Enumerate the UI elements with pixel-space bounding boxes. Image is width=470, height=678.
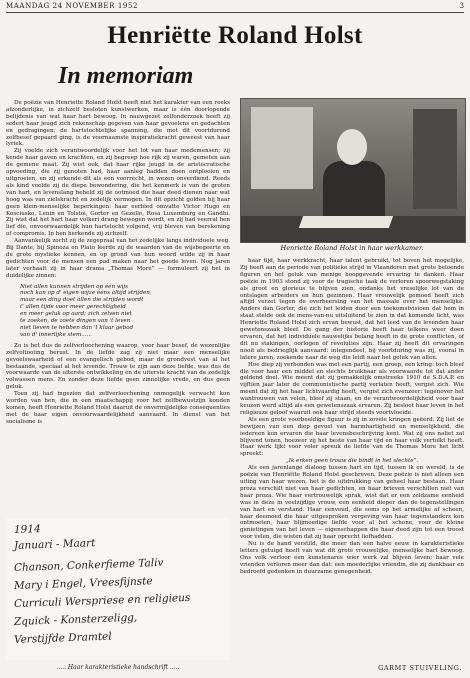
right-column-text [240, 258, 464, 658]
photo-window [251, 107, 313, 189]
paragraph: Als een jarenlange dialoog tussen hart en tijd, tussen ik en wereld, is de poëzie van Henriëtte Roland Holst geschreven. Deze poëzie is niet alleen een uiting van haar wezen, het is de uitdrukking van geheel haar bestaan. Haar proza verschilt niet van haar gedichten, en haar brieven verschillen niet van haar proza. Wie haar vertrouwelijk sprak, wist dat er een zeldzame eenheid was in deze in veelzijdige vrouw, een eenheid dieper dan de tegenstellingen van hart en verstand. Haar eenvoud, die soms op het armelijke af scheen, haar deemoed die haar uitgesproken vergeving van haar tegenstanders kon ontmoeten, haar blijmoedige liefde voor al het schone, voor de kleine genietingen van het leven — eigenschappen die haar deed zijn tot een troost voor velen, die wisten dat zij haar oprecht liefhadden. [240, 465, 464, 541]
handwritten-line: Zquick - Konsterzeligg, [13, 611, 138, 628]
article-headline: Henriëtte Roland Holst [107, 22, 363, 49]
paragraph: Nu is de hand verstild, die meer dan een halve eeuw in karakteristieke letters getuigd heeft van wat dit grote vrouwelijke, menselijke hart bewoog. Ons volk verloor een kunstenares wier werk zal blijven leven; haar vele vrienden verloren meer dan dat: een moederlijke vriendin, die zij dankbaar en bedroefd gedenken in duurzame genegenheid. [240, 541, 464, 575]
poem-line: te zoeken, de zoete dingen van 't leven [20, 318, 131, 325]
poem-line: t' allen tijde voor meer gerechtigheid [20, 304, 126, 311]
article-subheadline: In memoriam [58, 63, 194, 89]
portrait-photo [240, 98, 466, 243]
paragraph: haar tijd, haar werkkracht, haar talent gebruikt, tot boven het mogelijke. Zij heeft aan de periode van politieke strijd in Vlaanderen met grote beloende figuren en het geluk van menige hoopgevende ervaring te danken. Haar poëzie in 1903 stond zij voor de tragische taak de verloren spoorwegstaking als groot en glorieus te blijven zien, ondanks het vreselijke lot van de ontslagen arbeiders en hun gezinnen. Haar vrouwelijk gemoed heeft zich altijd verzet tegen de overheersing van het massale over het menselijke. Anders dan Gorter, die zich het leiden door een toekomstvisioen dat hem in staat stelde ook de mens-van-nu uitsluitend te zien in dat komende licht, was Henriette Roland Holst zich ervan bewust, dat het leed van de levenden haar gewetenszaak bleef. De gang der historie heeft haar telkens weer doen ervaren, dat het individuele nauwelijks belang heeft in de grote conflicten, of dit nu stakingen, oorlogen of revoluties zijn. Haar zij heeft dit ervaringen nooit als bedrieglijk aanvaard: integendeel, bij voortduring was zij, vooral in latere jaren, zoekende naar de weg die leidt naar het geluk van allen. [240, 258, 464, 361]
handwritten-line: Januari - Maart [13, 537, 96, 552]
photo-person-head [337, 129, 367, 165]
poem-quote [20, 284, 230, 339]
handwritten-line: Chanson, Conkerfieme Taliv [13, 556, 164, 574]
dateline: MAANDAG 24 NOVEMBER 1952 [6, 2, 139, 10]
handwritten-line: Curriculi Werspriese en religieus [13, 591, 191, 610]
paragraph: „Ik erken geen trouw die bindt in het slechte”. [285, 458, 419, 465]
paragraph: Zo is het dus de zelfverloochening waarop, voor haar besef, de wezenlijke zelfvoltooiing berust. In de liefde zag zij niet maar een menselijke gevoelswaarheid of een evangelisch gebod, maar de grondvest van al het bestaande, speciaal al het levende. Trouw te zijn aan deze liefde, was dus de voorwaarde van de uiterste ontwikkeling en de uiterste kracht van de zedelijk volwassen mens. En zonder deze liefde geen zinnelijke vrede, en dus geen geluk. [6, 342, 230, 391]
poem-line: van d' innerlijke stem...... [20, 331, 92, 338]
handwriting-sample [6, 518, 230, 660]
paragraph: Aanvankelijk zocht zij de zegepraal van het zedelijke langs individuele weg. Bij Dante, bij Spinoza en Plato leerde zij de waarden van de wijsbegeerte en de grote mystieke kennen, en op grond van hun woord wilde zij in haar gedichten voor de mensen een pad maken naar het goede leven. Nog jaren later verhaalt zij in haar drama „Thomas More” — formuleert zij het in duidelijke zinnen: [6, 238, 230, 279]
poem-line: noch kan op d' eigen wijze ééns altijd strijden, [20, 290, 152, 297]
handwritten-line: Mary i Engel, Vreesfijnste [13, 575, 153, 592]
paragraph: Als een grote voorbeeldige figuur is zij in zovele kringen geëerd. Zij liet de bewijzen van een diep gevoel van barmhartigheid en menselijkheid, die iedereen kon ervaren die haar levensbeschrijving kent. Wat zij ons naliet zal blijvend tonen, hoezeer zij het beste van haar tijd en haar volk vertolkt heeft. Haar werk lijkt voor veler spreuk de liefde van de Thomas More het licht spreekt: [240, 416, 464, 458]
page-number: 3 [459, 2, 464, 10]
photo-person-body [323, 161, 385, 221]
paragraph: Toen zij had ingezien dat zelfverloochening onmogelijk verwacht kon worden van hen, die in een maatschappij voor het zelfbewustzijn konden komen, heeft Henriette Roland Holst daaruit de onvermijdelijke consequenties met de haar eigen onvoorwaardelijkheid aanvaard. In dienst van het socialisme is [6, 391, 230, 425]
left-column-text [6, 100, 230, 515]
author-signature: GARMT STUIVELING. [378, 664, 462, 672]
paragraph: De poëzie van Henriette Roland Holst heeft niet het karakter van een reeks afzonderlijke, in zichzelf besloten kunstwerken, maar is één doorlopende belijdenis van wat haar hart bewoog. In nauwgezet zelfonderzoek heeft zij sedert haar jeugd zich rekenschap gegeven van haar gevoelens en gedachten en gedragingen; de hartstochtelijke spanning, die met dit voortdurend zelfbesef gepaard ging, is de voornaamste inspiratiekracht geweest van haar lyriek. [6, 100, 230, 148]
paragraph: Zij voelde zich verantwoordelijk voor het lot van haar medemensen; zij kende haar gaven en krachten, en zij begreep hoe rijk zij waren, gemeten aan de gemene maat. Zij wist ook, dat haar rijke jeugd in de aristocratische opvoeding, die zij genoten had, haar aanleg hadden doen ontplooien en uitgroeien, en zij erkende dit als een voorrecht, in wezen onverdiend. Reeds als kind voelde zij de diepe bewondering, die het kenmerk is van de groten van hart, en levenslang beheld zij de ootmoed die haar deed dienen naar wat hoog was van zielskracht en zedelijk vermogen. In dit opzicht golden bij haar geen klein-menselijke beperkingen: haar eerbied omvatte Victor Hugo en Kosciusko, Lenin en Tolstoi, Gorter en Gezelle, Rosa Luxemburg en Gandhi. Zij wist dat het hart haar volkeri drang bewogen wordt, en zij had veerral hen lief die, onvoorwaardelijk hun hartstocht volgend, vrij bleven van berekening of compromis. In hen herkende zij zichzelf. [6, 148, 230, 238]
handwritten-line: Verstijfde Dramtel [13, 630, 112, 646]
poem-line: maar een ding doet allen die strijden wordt [20, 297, 144, 304]
poem-line: Niet allen kunnen strijden op één wijs [20, 283, 129, 290]
paragraph: Hoe diep zij verbonden was met een partij, een groep, een kring: toch bleef die voor haar een middel en slechts bruikbaar als voorwaarde tot dat ander geldend doel. Wie meent dat zij gemakkelijk omstreeks 1910 de S.D.A.P. en vijftien jaar later de communistische partij verlaten heeft, vergist zich. Wie meent dat zij het haar lichtvaardig heeft, vergist zich evenzeer: tegenover het wantrouwen van velen, bleef zij staan, en de verantwoordelijkheid voor haar keuzen werd altijd als een gewetenszaak ervaren. Zij besloot haar leven in het religieuze geloof waaruit ook haar strijd steeds voortvloeide. [240, 361, 464, 416]
poem-line: en meer geluk op aard; zich zelven niet [20, 311, 132, 318]
photo-bookshelf [413, 109, 457, 209]
photo-caption: Henriette Roland Holst in haar werkkamer. [280, 244, 424, 252]
handwritten-line: 1914 [13, 523, 41, 536]
handwriting-caption: ..... Haar karakteristieke handschrift ..... [56, 664, 180, 671]
header-rule [6, 12, 464, 13]
poem-line: niet lieven te hebben dan 't klaar gebod [20, 325, 134, 331]
photo-papers [299, 216, 393, 228]
